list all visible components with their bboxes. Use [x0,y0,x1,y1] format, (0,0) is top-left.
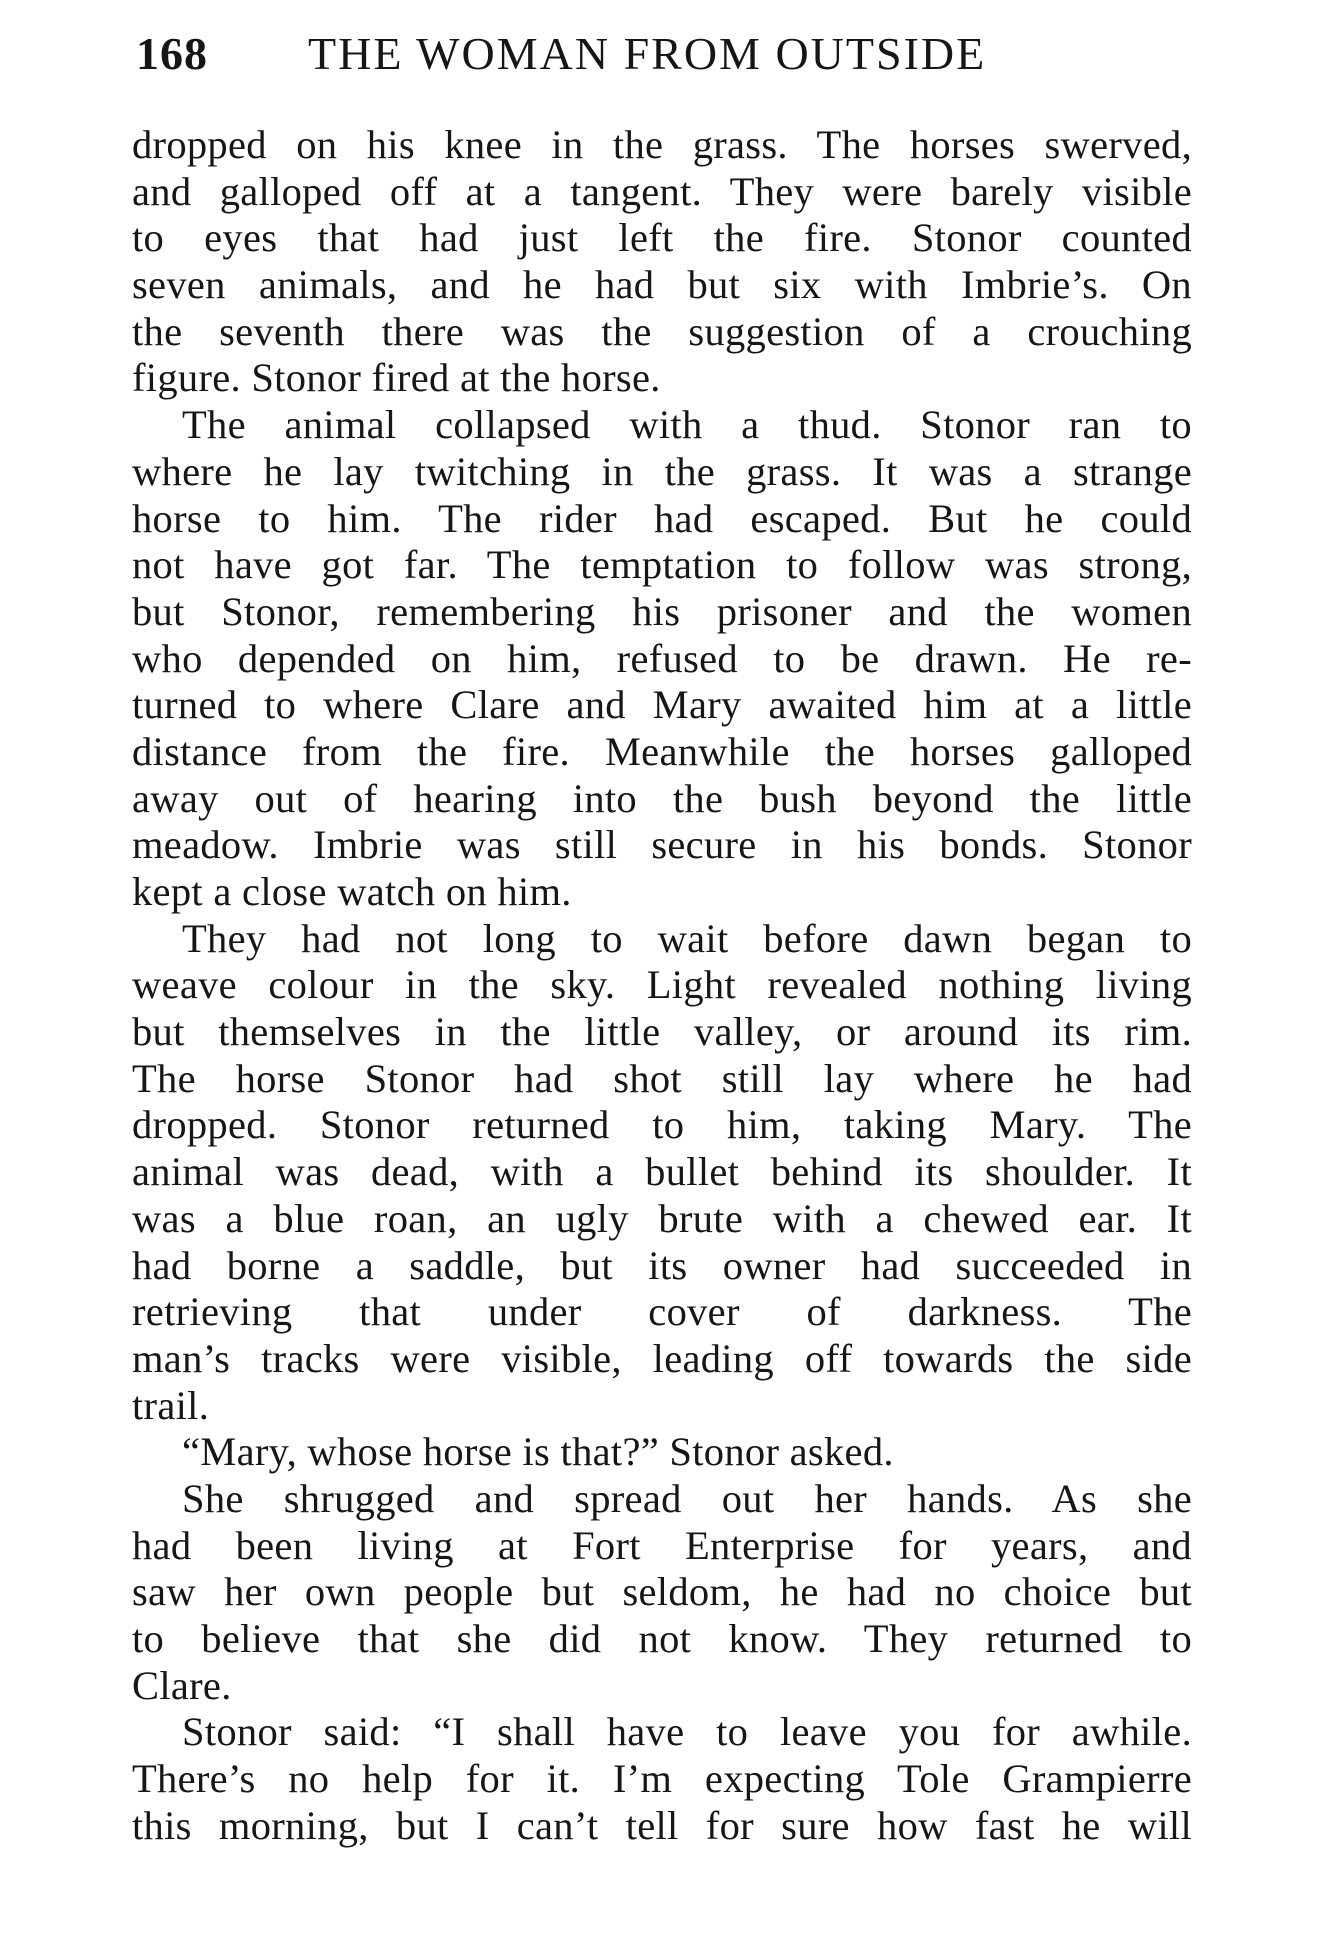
text-line: kept a close watch on him. [132,869,572,914]
text-line: who depended on him, refused to be drawn. He re- [132,635,1192,681]
text-line: distance from the fire. Meanwhile the horses galloped [132,728,1192,774]
text-line: had been living at Fort Enterprise for years, and [132,1522,1192,1568]
text-line: trail. [132,1382,210,1428]
text-line: animal was dead, with a bullet behind its shoulder. It [132,1149,1192,1195]
text-line: to believe that she did not know. They returned to [132,1616,1192,1661]
text-line: She shrugged and spread out her hands. As she [182,1475,1192,1521]
text-line: and galloped off at a tangent. They were barely visible [132,168,1192,214]
text-line: was a blue roan, an ugly brute with a chewed ear. It [132,1195,1192,1241]
text-line: the seventh there was the suggestion of a crouching [132,308,1192,354]
text-line: to eyes that had just left the fire. Stonor counted [132,215,1192,261]
text-line: “Mary, whose horse is that?” Stonor asked. [182,1429,894,1475]
text-line: saw her own people but seldom, he had no choice but [132,1569,1192,1615]
body-text [132,122,1192,1849]
text-line: retrieving that under cover of darkness. The [132,1289,1192,1335]
text-line: There’s no help for it. I’m expecting Tole Grampierre [132,1756,1192,1802]
text-line: this morning, but I can’t tell for sure how fast he will [132,1802,1192,1848]
text-line: meadow. Imbrie was still secure in his bonds. Stonor [132,822,1192,868]
text-line: away out of hearing into the bush beyond the little [132,775,1192,821]
text-line: Stonor said: “I shall have to leave you for awhile. [182,1709,1192,1755]
page-number: 168 [136,28,208,79]
text-line: weave colour in the sky. Light revealed nothing living [132,962,1192,1008]
text-line: The horse Stonor had shot still lay where he had [132,1055,1192,1101]
text-line: where he lay twitching in the grass. It was a strange [132,448,1192,494]
book-title: THE WOMAN FROM OUTSIDE [308,28,987,79]
running-head [136,22,1186,86]
text-line: They had not long to wait before dawn began to [182,915,1192,961]
text-line: man’s tracks were visible, leading off towards the side [132,1335,1192,1381]
text-line: turned to where Clare and Mary awaited him at a little [132,682,1192,728]
text-line: seven animals, and he had but six with Imbrie’s. On [132,262,1192,308]
text-line: Clare. [132,1662,232,1708]
text-line: figure. Stonor fired at the horse. [132,355,661,401]
text-line: dropped on his knee in the grass. The horses swerved, [132,122,1192,167]
text-line: but themselves in the little valley, or around its rim. [132,1009,1192,1055]
text-line: but Stonor, remembering his prisoner and the women [132,588,1192,634]
text-line: horse to him. The rider had escaped. But he could [132,495,1192,541]
text-line: had borne a saddle, but its owner had succeeded in [132,1242,1192,1288]
text-line: not have got far. The temptation to follow was strong, [132,542,1192,588]
text-line: dropped. Stonor returned to him, taking Mary. The [132,1102,1192,1148]
text-line: The animal collapsed with a thud. Stonor ran to [182,402,1192,448]
